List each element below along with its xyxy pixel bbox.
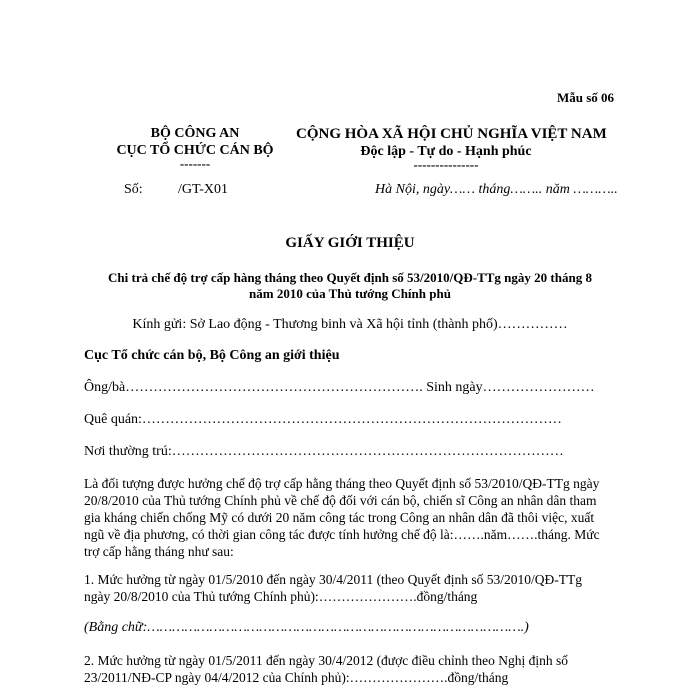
left-header-separator: ------- bbox=[179, 156, 211, 171]
national-motto: Độc lập - Tự do - Hạnh phúc bbox=[360, 144, 532, 159]
document-number-code: /GT-X01 bbox=[178, 182, 229, 197]
right-header-separator: --------------- bbox=[413, 157, 479, 172]
department-name: CỤC TỔ CHỨC CÁN BỘ bbox=[116, 143, 274, 158]
place-date: Hà Nội, ngày…… tháng…….. năm ……….. bbox=[375, 182, 618, 197]
subtitle-line-1: Chi trả chế độ trợ cấp hàng tháng theo Quyết định số 53/2010/QĐ-TTg ngày 20 tháng 8 bbox=[108, 270, 592, 285]
hometown-field: Quê quán:……………………………………………………………………………… bbox=[84, 412, 562, 427]
benefit-item-2: 2. Mức hưởng từ ngày 01/5/2011 đến ngày 30/4/2012 (được điều chỉnh theo Nghị định số 23/2011/NĐ-CP ngày 04/4/2012 của Chính phủ):………………….đồng/tháng bbox=[84, 653, 568, 685]
residence-field: Nơi thường trú:………………………………………………………………………… bbox=[84, 444, 564, 459]
benefit-item-1: 1. Mức hưởng từ ngày 01/5/2010 đến ngày 30/4/2011 (theo Quyết định số 53/2010/QĐ-TTg ngày 20/8/2010 của Thủ tướng Chính phủ):………………….đồng/tháng bbox=[84, 572, 583, 604]
country-name: CỘNG HÒA XÃ HỘI CHỦ NGHĨA VIỆT NAM bbox=[296, 126, 607, 142]
form-number: Mẫu số 06 bbox=[557, 90, 615, 105]
ministry-name: BỘ CÔNG AN bbox=[150, 126, 240, 141]
document-title: GIẤY GIỚI THIỆU bbox=[285, 235, 415, 251]
document-number-label: Số: bbox=[124, 182, 143, 197]
name-field: Ông/bà………………………………………………………. Sinh ngày…………………… bbox=[84, 380, 595, 395]
body-paragraph: Là đối tượng được hưởng chế độ trợ cấp hằng tháng theo Quyết định số 53/2010/QĐ-TTg ngày 20/8/2010 của Thủ tướng Chính phủ về chế độ đối với cán bộ, chiến sĩ Công an nhân dân tham gia kháng chiến chống Mỹ có dưới 20 năm công tác trong Công an nhân dân đã thôi việc, xuất ngũ về địa phương, có thời gian công tác được tính hưởng chế độ là:…….năm…….tháng. Mức trợ cấp hằng tháng như sau: bbox=[84, 476, 600, 559]
benefit-item-1-in-words: (Bằng chữ:……………………………………………………………………………….) bbox=[84, 620, 529, 635]
recipient-line: Kính gửi: Sở Lao động - Thương binh và Xã hội tỉnh (thành phố)…………… bbox=[132, 317, 568, 332]
subtitle-line-2: năm 2010 của Thủ tướng Chính phủ bbox=[249, 286, 451, 301]
intro-line: Cục Tổ chức cán bộ, Bộ Công an giới thiệu bbox=[84, 348, 340, 363]
